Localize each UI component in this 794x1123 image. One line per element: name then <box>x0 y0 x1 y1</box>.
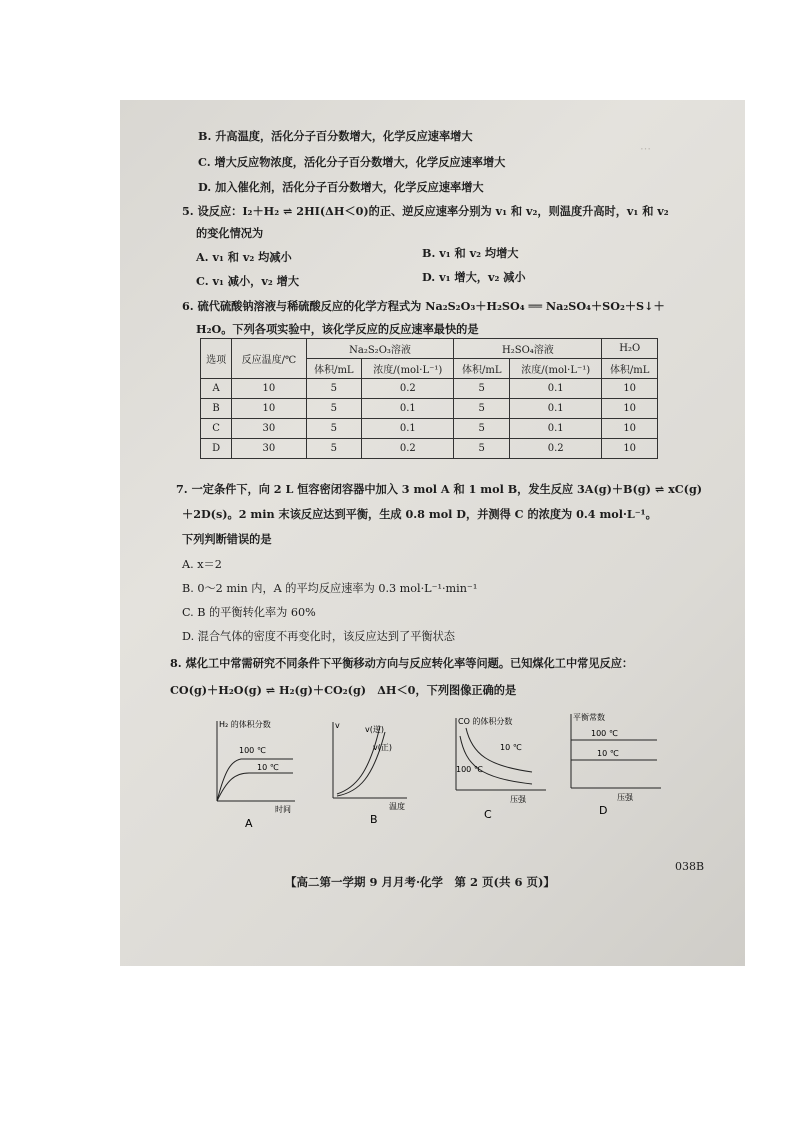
table-cell: 10 <box>602 439 658 459</box>
graph-d-t2: 10 ℃ <box>597 749 619 758</box>
table-cell: C <box>201 419 232 439</box>
table-cell: 0.2 <box>510 439 602 459</box>
graph-a-letter: A <box>245 817 253 830</box>
graph-d-ylabel: 平衡常数 <box>573 713 605 722</box>
table-cell: 5 <box>306 439 362 459</box>
header-concentration: 浓度/(mol·L⁻¹) <box>510 359 602 379</box>
table-cell: 10 <box>232 379 306 399</box>
table-cell: 0.2 <box>362 379 454 399</box>
q6-data-table <box>200 338 658 459</box>
table-cell: 5 <box>454 379 510 399</box>
q5-option-d: D. v₁ 增大，v₂ 减小 <box>422 270 526 284</box>
table-cell: B <box>201 399 232 419</box>
q5-option-c: C. v₁ 减小，v₂ 增大 <box>196 274 300 288</box>
graph-a-t1: 100 ℃ <box>239 746 266 755</box>
header-volume: 体积/mL <box>602 359 658 379</box>
q6-stem-line2: H₂O。下列各项实验中，该化学反应的反应速率最快的是 <box>196 322 479 336</box>
q5-option-b: B. v₁ 和 v₂ 均增大 <box>422 246 519 260</box>
q5-option-a: A. v₁ 和 v₂ 均减小 <box>196 250 292 264</box>
table-cell: A <box>201 379 232 399</box>
graph-b <box>325 718 420 830</box>
table-cell: 0.1 <box>362 399 454 419</box>
header-temperature: 反应温度/℃ <box>232 339 306 379</box>
table-cell: 0.1 <box>362 419 454 439</box>
curve-v-forward <box>337 732 385 796</box>
q6-stem-line1: 6. 硫代硫酸钠溶液与稀硫酸反应的化学方程式为 Na₂S₂O₃＋H₂SO₄ ══ Na₂SO₄＋SO₂＋S↓＋ <box>182 299 665 313</box>
header-na2s2o3: Na₂S₂O₃溶液 <box>306 339 454 359</box>
graph-b-l2: v(正) <box>373 743 392 752</box>
q4-option-d: D. 加入催化剂，活化分子百分数增大，化学反应速率增大 <box>198 180 484 194</box>
table-header-row <box>201 339 658 359</box>
photo-page <box>120 100 745 966</box>
graph-b-letter: B <box>370 813 378 826</box>
q7-option-d: D. 混合气体的密度不再变化时，该反应达到了平衡状态 <box>182 630 455 643</box>
table-cell: 5 <box>454 419 510 439</box>
table-cell: 10 <box>602 419 658 439</box>
graph-a <box>205 715 300 830</box>
table-cell: 10 <box>232 399 306 419</box>
graph-d-xlabel: 压强 <box>617 793 633 802</box>
q7-option-a: A. x＝2 <box>182 558 222 571</box>
q5-stem-line2: 的变化情况为 <box>196 226 264 240</box>
table-cell: D <box>201 439 232 459</box>
graph-d-letter: D <box>599 804 608 817</box>
q4-option-b: B. 升高温度，活化分子百分数增大，化学反应速率增大 <box>198 129 473 143</box>
q5-stem-line1: 5. 设反应：I₂＋H₂ ⇌ 2HI(ΔH＜0)的正、逆反应速率分别为 v₁ 和 v₂，则温度升高时，v₁ 和 v₂ <box>182 204 669 218</box>
table-cell: 5 <box>306 399 362 419</box>
curve-v-reverse <box>337 726 380 794</box>
graph-d <box>565 710 665 820</box>
q8-stem-line2: CO(g)＋H₂O(g) ⇌ H₂(g)＋CO₂(g) ΔH＜0，下列图像正确的是 <box>170 683 517 697</box>
table-cell: 0.2 <box>362 439 454 459</box>
table-row <box>201 439 658 459</box>
graph-b-ylabel: v <box>335 721 340 730</box>
q7-stem-line3: 下列判断错误的是 <box>182 532 272 546</box>
q8-stem-line1: 8. 煤化工中常需研究不同条件下平衡移动方向与反应转化率等问题。已知煤化工中常见反应： <box>170 656 634 670</box>
graph-c-letter: C <box>484 808 492 821</box>
graph-c <box>448 714 550 824</box>
table-cell: 0.1 <box>510 379 602 399</box>
graph-b-xlabel: 温度 <box>389 802 405 811</box>
table-cell: 30 <box>232 439 306 459</box>
graph-c-t1: 10 ℃ <box>500 743 522 752</box>
header-option: 选项 <box>201 339 232 379</box>
table-cell: 5 <box>306 379 362 399</box>
curve-10c <box>217 773 293 801</box>
q7-stem-line1: 7. 一定条件下，向 2 L 恒容密闭容器中加入 3 mol A 和 1 mol B，发生反应 3A(g)＋B(g) ⇌ xC(g) <box>176 482 703 496</box>
table-cell: 5 <box>306 419 362 439</box>
header-volume: 体积/mL <box>306 359 362 379</box>
header-h2o: H₂O <box>602 339 658 359</box>
table-cell: 5 <box>454 439 510 459</box>
header-concentration: 浓度/(mol·L⁻¹) <box>362 359 454 379</box>
table-cell: 0.1 <box>510 419 602 439</box>
table-row <box>201 419 658 439</box>
q7-stem-line2: ＋2D(s)。2 min 末该反应达到平衡，生成 0.8 mol D，并测得 C 的浓度为 0.4 mol·L⁻¹。 <box>182 507 657 521</box>
table-row <box>201 399 658 419</box>
table-cell: 5 <box>454 399 510 419</box>
header-h2so4: H₂SO₄溶液 <box>454 339 602 359</box>
table-cell: 10 <box>602 399 658 419</box>
graph-d-t1: 100 ℃ <box>591 729 618 738</box>
q7-option-b: B. 0～2 min 内，A 的平均反应速率为 0.3 mol·L⁻¹·min⁻¹ <box>182 582 478 595</box>
q7-option-c: C. B 的平衡转化率为 60% <box>182 606 316 619</box>
page-footer: 【高二第一学期 9 月月考·化学 第 2 页(共 6 页)】 <box>285 875 555 889</box>
header-volume: 体积/mL <box>454 359 510 379</box>
graph-b-l1: v(逆) <box>365 725 384 734</box>
graph-c-xlabel: 压强 <box>510 795 526 804</box>
table-row <box>201 379 658 399</box>
bleed-text: ⋯ <box>640 142 651 155</box>
table-cell: 10 <box>602 379 658 399</box>
table-cell: 0.1 <box>510 399 602 419</box>
graph-a-t2: 10 ℃ <box>257 763 279 772</box>
graph-c-t2: 100 ℃ <box>456 765 483 774</box>
table-cell: 30 <box>232 419 306 439</box>
graph-c-ylabel: CO 的体积分数 <box>458 717 513 726</box>
graph-a-xlabel: 时间 <box>275 805 291 814</box>
curve-100c <box>217 759 293 801</box>
q4-option-c: C. 增大反应物浓度，活化分子百分数增大，化学反应速率增大 <box>198 155 506 169</box>
paper-code: 038B <box>675 860 705 873</box>
graph-a-ylabel: H₂ 的体积分数 <box>219 720 271 729</box>
